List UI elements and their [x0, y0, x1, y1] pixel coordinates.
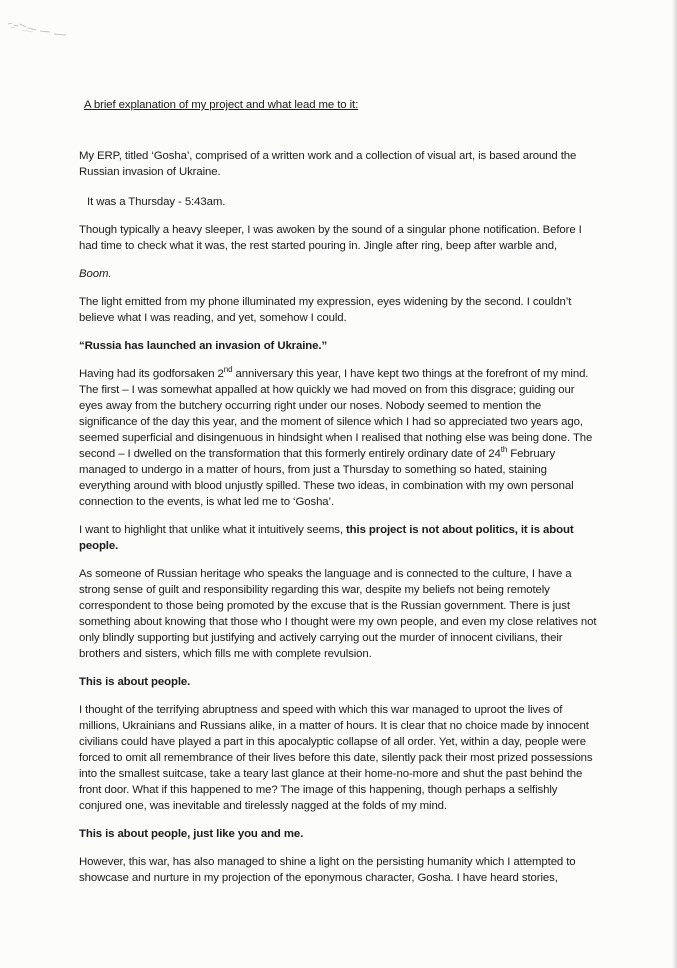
document-body [79, 97, 601, 886]
highlight-bold: this project is not about politics, it is about people. [79, 524, 574, 552]
paragraph-abruptness: I thought of the terrifying abruptness and speed with which this war managed to uproot the lives of millions, Ukrainians and Russians alike, in a matter of hours. It is clear that no choice made by innocent civilians could have played a part in this apocalyptic collapse of all order. Yet, within a day, people were forced to omit all remembrance of their lives before this date, silently pack their most prized possessions into the smallest suitcase, take a teary last glance at their home-no-more and shut the past behind the front door. What if this happened to me? The image of this happening, though perhaps a selfishly conjured one, was inevitable and tirelessly nagged at the folds of my mind. [79, 704, 593, 812]
anniversary-text-c: February managed to undergo in a matter of hours, from just a Thursday to something so hated, staining everything around with blood unjustly spilled. These two ideas, in combination with my own personal connection to the events, is what led me to ‘Gosha’. [79, 448, 574, 508]
paragraph-awoken: Though typically a heavy sleeper, I was awoken by the sound of a singular phone notification. Before I had time to check what it was, the rest started pouring in. Jingle after ring, beep after warble and, [79, 224, 582, 252]
paragraph-intro: My ERP, titled ‘Gosha’, comprised of a written work and a collection of visual art, is based around the Russian invasion of Ukraine. [79, 150, 577, 178]
anniversary-sup-b: th [500, 445, 508, 455]
anniversary-sup-a: nd [223, 365, 233, 375]
paragraph-time: It was a Thursday - 5:43am. [87, 196, 226, 208]
paragraph-heritage: As someone of Russian heritage who speaks the language and is connected to the culture, I have a strong sense of guilt and responsibility regarding this war, despite my beliefs not being remotely correspondent to those being promoted by the excuse that is the Russian government. There is just something about knowing that those who I thought were my own people, and even my close relatives not only blindly supporting but justifying and actively carrying out the murder of innocent civilians, their brothers and sisters, which fills me with complete revulsion. [79, 568, 597, 660]
paragraph-light: The light emitted from my phone illuminated my expression, eyes widening by the second. I couldn’t believe what I was reading, and yet, somehow I could. [79, 296, 572, 324]
paragraph-you-and-me: This is about people, just like you and me. [79, 828, 304, 840]
paragraph-anniversary [79, 366, 601, 510]
paragraph-humanity: However, this war, has also managed to shine a light on the persisting humanity which I attempted to showcase and nurture in my projection of the eponymous character, Gosha. I have heard stories, [79, 856, 576, 884]
paragraph-boom: Boom. [79, 268, 112, 280]
anniversary-text-b: anniversary this year, I have kept two things at the forefront of my mind. The first – I was somewhat appalled at how quickly we had moved on from this disgrace; guiding our eyes away from the butchery occurring right under our noses. Nobody seemed to mention the significance of the day this year, and the moment of silence which I had so appreciated two years ago, seemed superficial and disingenuous in hindsight when I realised that nothing else was being done. The second – I dwelled on the transformation that this formerly entirely ordinary date of 24 [79, 368, 593, 460]
anniversary-text-a: Having had its godforsaken 2 [79, 368, 224, 380]
paragraph-highlight [79, 522, 601, 554]
paragraph-about-people: This is about people. [79, 676, 191, 688]
paragraph-headline-quote: “Russia has launched an invasion of Ukraine.” [79, 340, 328, 352]
scan-mark [6, 20, 70, 40]
document-heading: A brief explanation of my project and what lead me to it: [84, 99, 359, 111]
page-edge-shadow [672, 0, 677, 968]
highlight-text: I want to highlight that unlike what it intuitively seems, [79, 524, 346, 536]
